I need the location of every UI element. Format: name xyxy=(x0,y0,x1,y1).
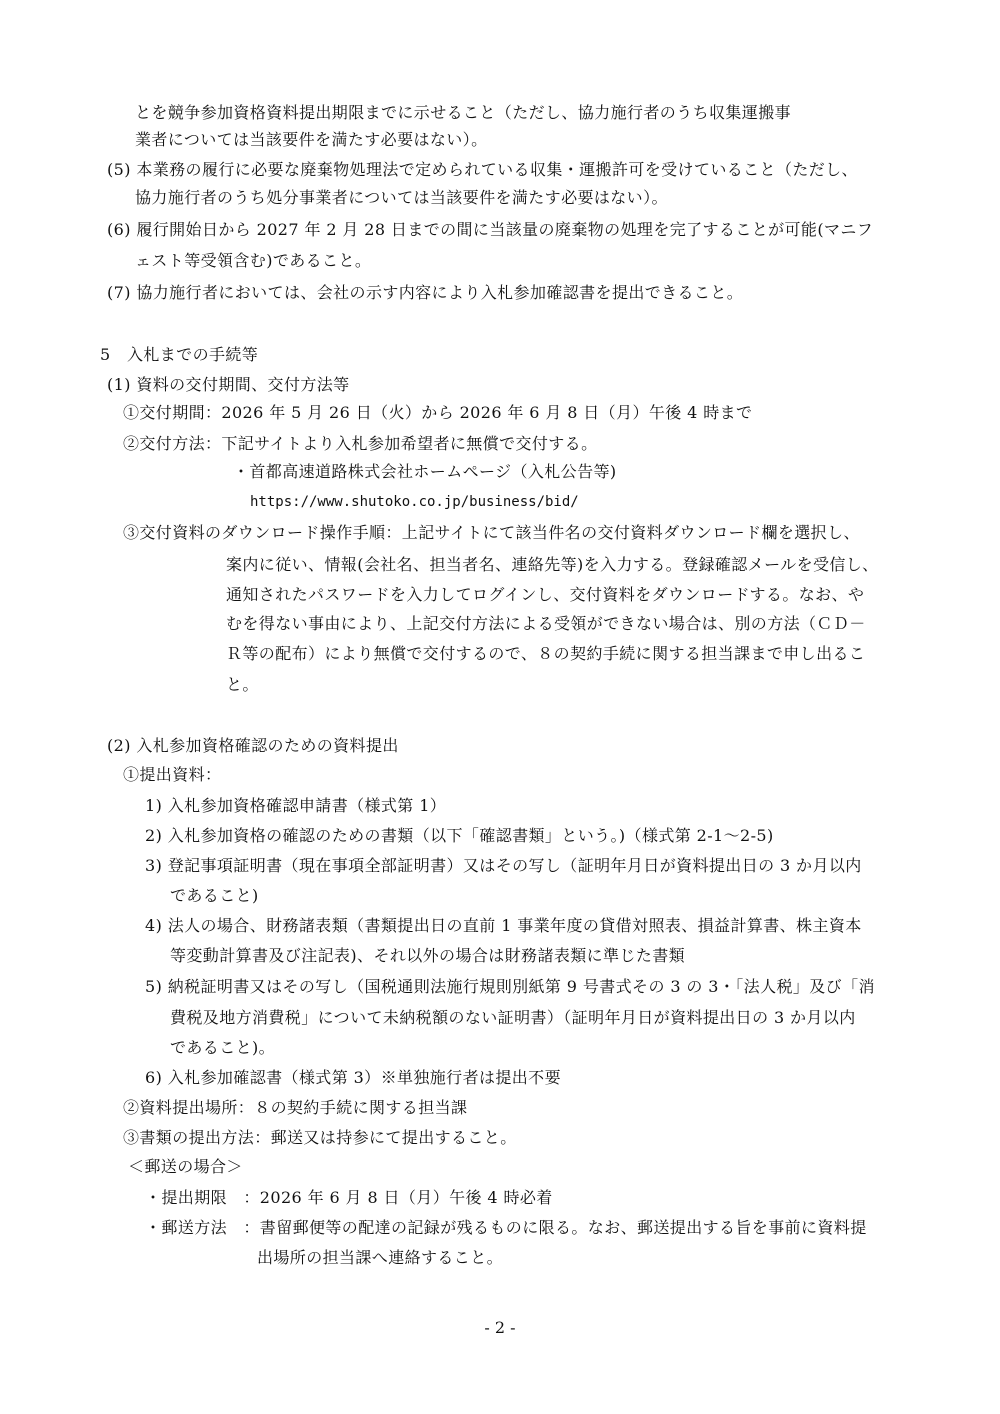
document-item: 5) 納税証明書又はその写し（国税通則法施行規則別紙第 9 号書式その 3 の 3・「法人税」及び「消 xyxy=(145,977,875,996)
document-item-cont: 費税及地方消費税」について未納税額のない証明書）（証明年月日が資料提出日の 3 か月以内 xyxy=(170,1008,856,1027)
item-6-line: (6) 履行開始日から 2027 年 2 月 28 日までの間に当該量の廃棄物の処理を完了することが可能(マニフ xyxy=(107,220,874,239)
site-name: ・首都高速道路株式会社ホームページ（入札公告等) xyxy=(233,462,617,481)
mail-method-line: 出場所の担当課へ連絡すること。 xyxy=(257,1248,504,1267)
page-number: - 2 - xyxy=(484,1318,516,1337)
submission-place: ②資料提出場所：８の契約手続に関する担当課 xyxy=(123,1098,468,1117)
item-5-line: 協力施行者のうち処分事業者については当該要件を満たす必要はない）。 xyxy=(135,188,668,207)
document-item: 1) 入札参加資格確認申請書（様式第 1） xyxy=(145,796,447,815)
intro-line: 業者については当該要件を満たす必要はない）。 xyxy=(135,130,488,149)
mail-heading: ＜郵送の場合＞ xyxy=(128,1157,243,1176)
document-item-cont: 等変動計算書及び注記表)、それ以外の場合は財務諸表類に準じた書類 xyxy=(170,946,686,965)
document-item: 6) 入札参加確認書（様式第 3）※単独施行者は提出不要 xyxy=(145,1068,561,1087)
document-item-cont: であること)。 xyxy=(170,1038,276,1057)
distribution-method: ②交付方法：下記サイトより入札参加希望者に無償で交付する。 xyxy=(123,434,598,453)
document-item: 2) 入札参加資格の確認のための書類（以下「確認書類」という。)（様式第 2-1～2-5) xyxy=(145,826,774,845)
download-steps-line: Ｒ等の配布）により無償で交付するので、８の契約手続に関する担当課まで申し出るこ xyxy=(226,644,866,663)
item-5-line: (5) 本業務の履行に必要な廃棄物処理法で定められている収集・運搬許可を受けていること（ただし、 xyxy=(107,160,858,179)
subsection-2-title: (2) 入札参加資格確認のための資料提出 xyxy=(107,736,399,755)
subsection-1-title: (1) 資料の交付期間、交付方法等 xyxy=(107,375,350,394)
item-6-line: ェスト等受領含む)であること。 xyxy=(135,251,372,270)
download-steps-line: 通知されたパスワードを入力してログインし、交付資料をダウンロードする。なお、や xyxy=(226,585,865,604)
document-item-cont: であること) xyxy=(170,886,259,905)
submission-method: ③書類の提出方法：郵送又は持参にて提出すること。 xyxy=(123,1128,517,1147)
site-url: https://www.shutoko.co.jp/business/bid/ xyxy=(250,494,579,510)
document-item: 4) 法人の場合、財務諸表類（書類提出日の直前 1 事業年度の貸借対照表、損益計算書、株主資本 xyxy=(145,916,862,935)
intro-line: とを競争参加資格資料提出期限までに示せること（ただし、協力施行者のうち収集運搬事 xyxy=(135,103,792,122)
documents-label: ①提出資料： xyxy=(123,765,222,784)
mail-method-line: ・郵送方法 ：書留郵便等の配達の記録が残るものに限る。なお、郵送提出する旨を事前に資料提 xyxy=(145,1218,867,1237)
item-7: (7) 協力施行者においては、会社の示す内容により入札参加確認書を提出できること。 xyxy=(107,283,744,302)
section-5-heading: 5 入札までの手続等 xyxy=(100,345,259,364)
download-steps-line: ③交付資料のダウンロード操作手順：上記サイトにて該当件名の交付資料ダウンロード欄を選択し、 xyxy=(123,523,860,542)
download-steps-line: むを得ない事由により、上記交付方法による受領ができない場合は、別の方法（ＣＤ－ xyxy=(226,614,866,633)
document-item: 3) 登記事項証明書（現在事項全部証明書）又はその写し（証明年月日が資料提出日の 3 か月以内 xyxy=(145,856,862,875)
distribution-period: ①交付期間：2026 年 5 月 26 日（火）から 2026 年 6 月 8 日（月）午後 4 時まで xyxy=(123,403,753,422)
download-steps-line: 案内に従い、情報(会社名、担当者名、連絡先等)を入力する。登録確認メールを受信し、 xyxy=(226,555,879,574)
mail-deadline: ・提出期限 ：2026 年 6 月 8 日（月）午後 4 時必着 xyxy=(145,1188,553,1207)
download-steps-line: と。 xyxy=(226,675,259,694)
